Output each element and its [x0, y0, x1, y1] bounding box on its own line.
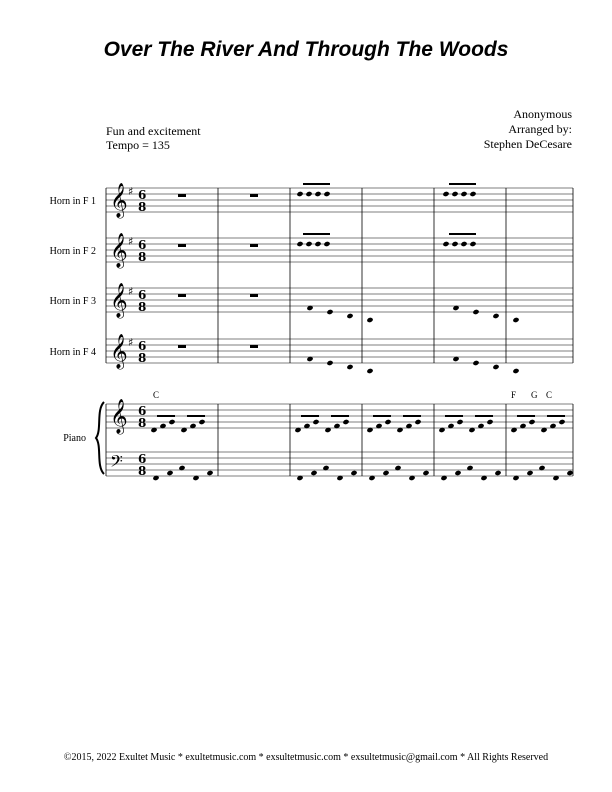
chord-symbol: C — [546, 390, 553, 400]
key-signature-sharp-icon: ♯ — [128, 336, 134, 349]
note-head — [558, 419, 565, 425]
rest-icon — [250, 345, 258, 348]
note-head — [198, 419, 205, 425]
barlines — [106, 188, 573, 476]
key-signature-sharp-icon: ♯ — [128, 185, 134, 198]
time-signature-top: 6 — [138, 452, 147, 466]
note-head — [326, 309, 333, 315]
note-head — [314, 191, 321, 197]
arranger-name: Stephen DeCesare — [483, 137, 572, 151]
time-signature-top: 6 — [138, 339, 147, 353]
note-head — [512, 317, 519, 323]
rest-icon — [250, 194, 258, 197]
bass-clef-icon: 𝄢 — [110, 451, 123, 475]
time-signature-bottom: 8 — [138, 351, 147, 365]
instrument-label-horn-4: Horn in F 4 — [49, 347, 96, 358]
staff-lines — [106, 188, 573, 476]
copyright-footer: ©2015, 2022 Exultet Music * exultetmusic.com * exsultetmusic.com * exsultetmusic@gmail.com * All Rights Reserved — [63, 752, 549, 763]
chord-symbol: C — [153, 390, 160, 400]
note-head — [451, 191, 458, 197]
treble-clef-icon: 𝄞 — [110, 334, 128, 369]
note-head — [472, 360, 479, 366]
time-signature-top: 6 — [138, 238, 147, 252]
note-head — [382, 470, 389, 476]
rest-icon — [178, 345, 186, 348]
time-signature-bottom: 8 — [138, 300, 147, 314]
page-title: Over The River And Through The Woods — [103, 38, 509, 61]
note-head — [512, 368, 519, 374]
note-head — [166, 470, 173, 476]
note-head — [323, 241, 330, 247]
time-signature-bottom: 8 — [138, 250, 147, 264]
note-head — [346, 364, 353, 370]
time-signature-top: 6 — [138, 404, 147, 418]
note-head — [422, 470, 429, 476]
rest-icon — [178, 194, 186, 197]
clefs — [110, 183, 146, 478]
note-head — [342, 419, 349, 425]
rest-icon — [250, 294, 258, 297]
treble-clef-icon: 𝄞 — [110, 399, 128, 434]
note-head — [492, 313, 499, 319]
rest-icon — [178, 244, 186, 247]
note-head — [494, 470, 501, 476]
note-head — [366, 368, 373, 374]
time-signature-top: 6 — [138, 188, 147, 202]
time-signature-bottom: 8 — [138, 200, 147, 214]
note-head — [366, 317, 373, 323]
time-signature-top: 6 — [138, 288, 147, 302]
note-head — [312, 419, 319, 425]
instrument-label-horn-2: Horn in F 2 — [49, 246, 96, 257]
instrument-label-horn-1: Horn in F 1 — [49, 196, 96, 207]
note-head — [566, 470, 573, 476]
note-head — [323, 191, 330, 197]
note-head — [168, 419, 175, 425]
time-signature-bottom: 8 — [138, 416, 147, 430]
note-head — [350, 470, 357, 476]
instrument-label-horn-3: Horn in F 3 — [49, 296, 96, 307]
treble-clef-icon: 𝄞 — [110, 283, 128, 318]
chord-symbol: G — [531, 390, 538, 400]
note-head — [492, 364, 499, 370]
note-head — [414, 419, 421, 425]
note-head — [469, 191, 476, 197]
piano-brace-icon — [96, 402, 104, 474]
treble-clef-icon: 𝄞 — [110, 183, 128, 218]
chord-symbol: F — [511, 390, 517, 400]
rest-icon — [178, 294, 186, 297]
note-head — [346, 313, 353, 319]
key-signature-sharp-icon: ♯ — [128, 285, 134, 298]
composer-name: Anonymous — [513, 107, 572, 121]
rest-icon — [250, 244, 258, 247]
key-signature-sharp-icon: ♯ — [128, 235, 134, 248]
note-head — [472, 309, 479, 315]
note-head — [305, 191, 312, 197]
arranger-label: Arranged by: — [508, 122, 572, 136]
time-signature-bottom: 8 — [138, 464, 147, 478]
note-head — [296, 241, 303, 247]
note-head — [305, 241, 312, 247]
expression-text: Fun and excitement — [106, 124, 201, 138]
note-head — [326, 360, 333, 366]
note-head — [486, 419, 493, 425]
note-head — [526, 470, 533, 476]
tempo-marking: Tempo = 135 — [106, 138, 170, 152]
note-head — [454, 470, 461, 476]
note-head — [456, 419, 463, 425]
note-head — [310, 470, 317, 476]
note-head — [451, 241, 458, 247]
instrument-label-piano: Piano — [63, 433, 86, 444]
note-head — [528, 419, 535, 425]
note-head — [296, 191, 303, 197]
note-head — [460, 191, 467, 197]
treble-clef-icon: 𝄞 — [110, 233, 128, 268]
note-head — [384, 419, 391, 425]
note-head — [442, 241, 449, 247]
note-head — [206, 470, 213, 476]
note-head — [469, 241, 476, 247]
note-head — [314, 241, 321, 247]
note-head — [460, 241, 467, 247]
note-head — [442, 191, 449, 197]
